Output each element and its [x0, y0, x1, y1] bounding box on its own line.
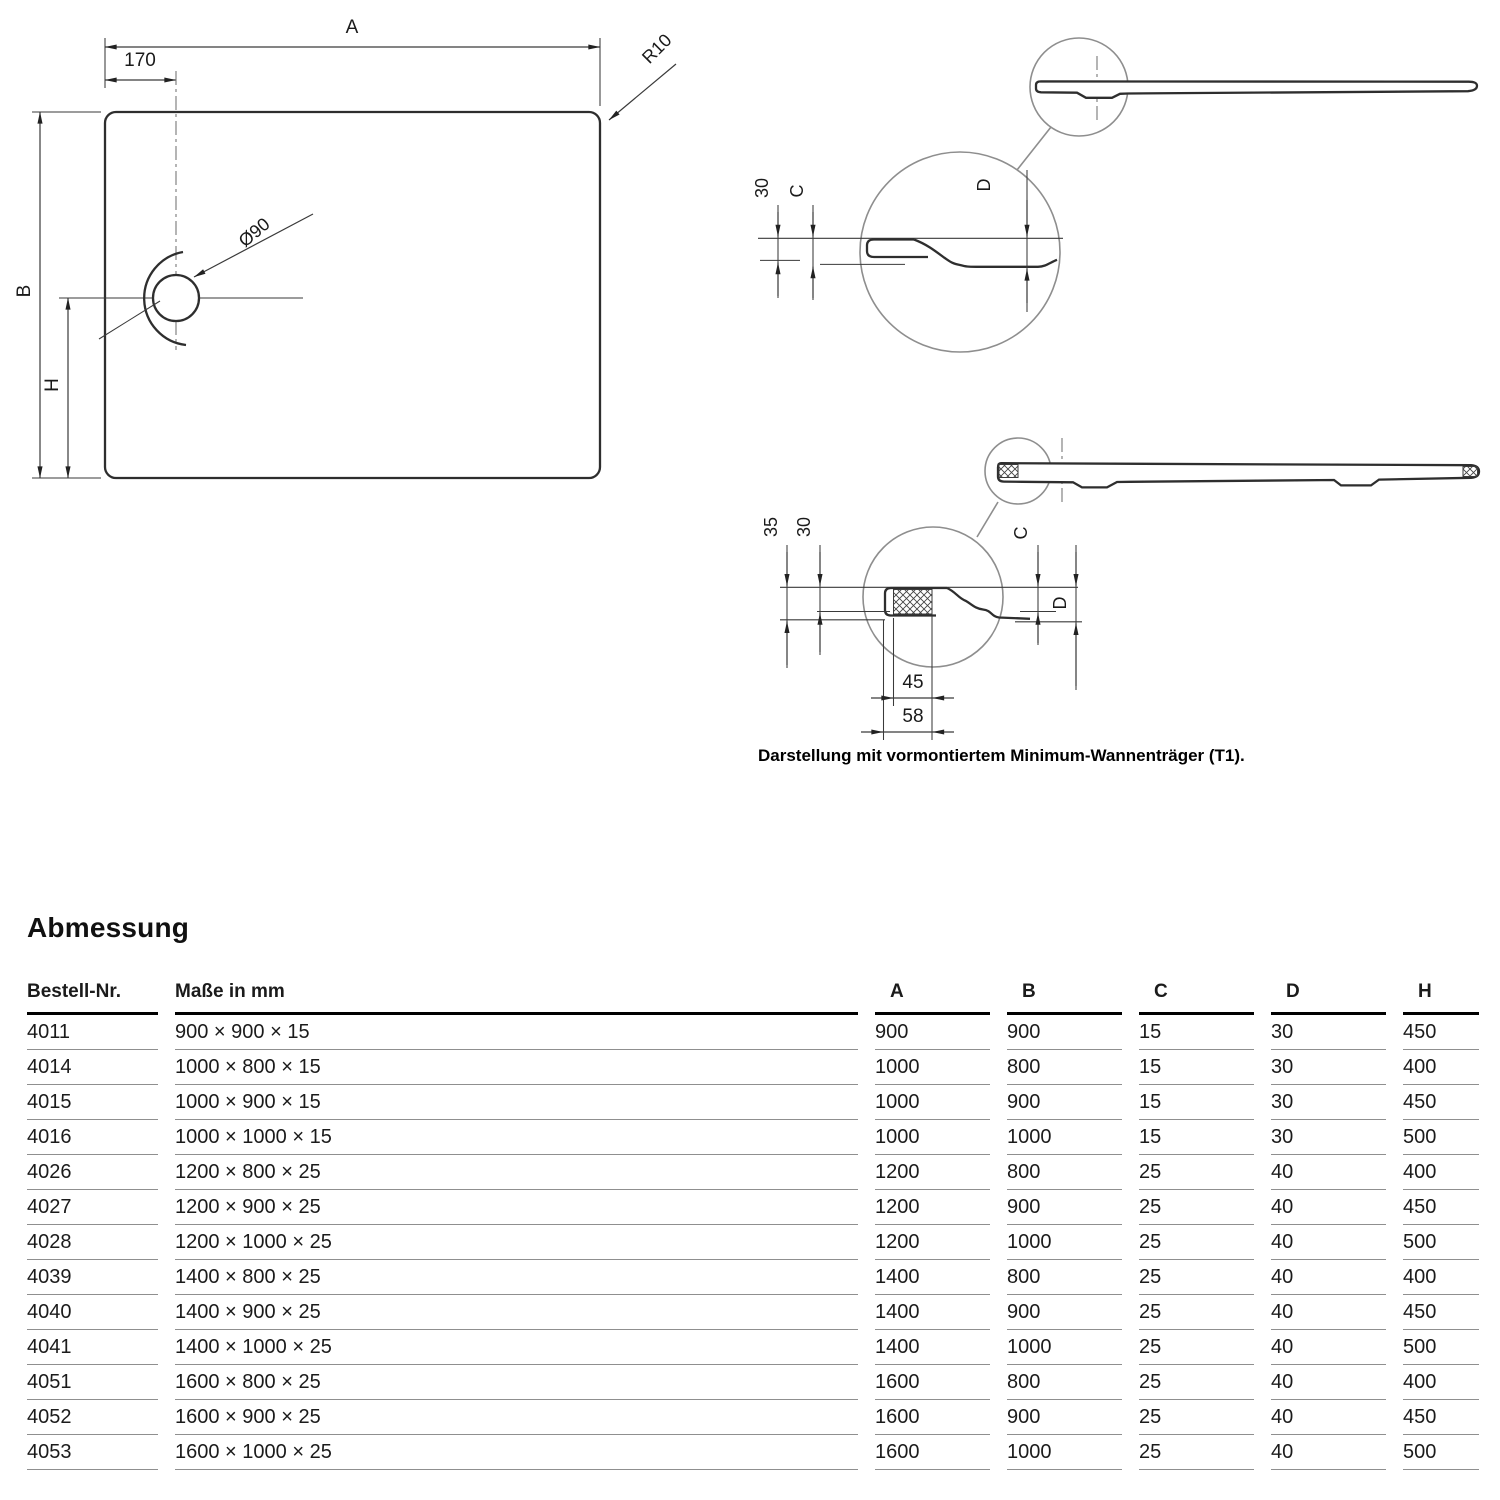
detail-leader-1	[1017, 127, 1051, 170]
b-value-cell: 1000	[1007, 1330, 1122, 1365]
dim-label-170: 170	[124, 50, 156, 71]
r10-leader	[609, 64, 676, 120]
size-cell: 1200 × 800 × 25	[175, 1155, 858, 1190]
size-cell: 1200 × 900 × 25	[175, 1190, 858, 1225]
a-value-cell: 1000	[875, 1050, 990, 1085]
size-cell: 900 × 900 × 15	[175, 1015, 858, 1050]
dim-label-30-s1: 30	[752, 177, 772, 199]
column-header-h: H	[1403, 980, 1479, 1015]
d-value-cell: 30	[1271, 1085, 1386, 1120]
b-value-cell: 900	[1007, 1295, 1122, 1330]
dim-label-d-s1: D	[974, 178, 994, 192]
b-value-cell: 1000	[1007, 1225, 1122, 1260]
column-header-size: Maße in mm	[175, 980, 858, 1015]
a-value-cell: 1600	[875, 1435, 990, 1470]
dim-label-d-s2: D	[1050, 596, 1070, 610]
a-value-cell: 1400	[875, 1330, 990, 1365]
a-value-cell: 1600	[875, 1365, 990, 1400]
dimension-table	[27, 912, 1479, 1470]
a-value-cell: 1200	[875, 1190, 990, 1225]
h-value-cell: 450	[1403, 1295, 1479, 1330]
table-row	[27, 1330, 1479, 1365]
size-cell: 1400 × 800 × 25	[175, 1260, 858, 1295]
order-number-cell: 4039	[27, 1260, 158, 1295]
a-value-cell: 1000	[875, 1085, 990, 1120]
dim-label-35-s2: 35	[761, 516, 781, 538]
h-value-cell: 500	[1403, 1225, 1479, 1260]
dim-label-30-s2: 30	[794, 516, 814, 538]
c-value-cell: 25	[1139, 1365, 1254, 1400]
table-row	[27, 1260, 1479, 1295]
c-value-cell: 15	[1139, 1050, 1254, 1085]
order-number-cell: 4016	[27, 1120, 158, 1155]
section-drawing-2	[761, 438, 1479, 740]
a-value-cell: 1600	[875, 1400, 990, 1435]
b-value-cell: 800	[1007, 1050, 1122, 1085]
dim-label-h: H	[42, 378, 63, 392]
table-row	[27, 1085, 1479, 1120]
size-cell: 1400 × 1000 × 25	[175, 1330, 858, 1365]
column-header-order-number: Bestell-Nr.	[27, 980, 158, 1015]
dim-label-diameter: Ø90	[234, 213, 274, 252]
h-value-cell: 400	[1403, 1365, 1479, 1400]
h-value-cell: 450	[1403, 1400, 1479, 1435]
size-cell: 1400 × 900 × 25	[175, 1295, 858, 1330]
dim-label-b: B	[14, 284, 35, 298]
table-row	[27, 1225, 1479, 1260]
column-header-d: D	[1271, 980, 1386, 1015]
h-value-cell: 450	[1403, 1015, 1479, 1050]
h-value-cell: 400	[1403, 1155, 1479, 1190]
d-value-cell: 40	[1271, 1155, 1386, 1190]
table-row	[27, 1295, 1479, 1330]
d-value-cell: 40	[1271, 1330, 1386, 1365]
column-header-b: B	[1007, 980, 1122, 1015]
top-view-drawing	[14, 17, 676, 478]
b-value-cell: 900	[1007, 1400, 1122, 1435]
support-block-detail	[894, 590, 933, 615]
size-cell: 1000 × 800 × 15	[175, 1050, 858, 1085]
a-value-cell: 1400	[875, 1260, 990, 1295]
h-value-cell: 500	[1403, 1330, 1479, 1365]
d-value-cell: 40	[1271, 1225, 1386, 1260]
c-value-cell: 25	[1139, 1225, 1254, 1260]
table-row	[27, 1190, 1479, 1225]
c-value-cell: 25	[1139, 1295, 1254, 1330]
h-value-cell: 400	[1403, 1260, 1479, 1295]
c-value-cell: 25	[1139, 1330, 1254, 1365]
slope-profile-2	[947, 588, 1030, 619]
support-block-small-left	[999, 465, 1018, 478]
table-title: Abmessung	[27, 912, 190, 943]
detail-leader-2	[977, 502, 998, 537]
column-header-c: C	[1139, 980, 1254, 1015]
dim-label-r10: R10	[638, 30, 676, 68]
b-value-cell: 800	[1007, 1365, 1122, 1400]
a-value-cell: 1400	[875, 1295, 990, 1330]
table-body	[27, 1015, 1479, 1470]
h-value-cell: 450	[1403, 1085, 1479, 1120]
size-cell: 1600 × 1000 × 25	[175, 1435, 858, 1470]
d-value-cell: 30	[1271, 1050, 1386, 1085]
c-value-cell: 25	[1139, 1190, 1254, 1225]
d-value-cell: 30	[1271, 1120, 1386, 1155]
size-cell: 1000 × 900 × 15	[175, 1085, 858, 1120]
table-row	[27, 1400, 1479, 1435]
b-value-cell: 1000	[1007, 1120, 1122, 1155]
b-value-cell: 900	[1007, 1190, 1122, 1225]
d-value-cell: 40	[1271, 1190, 1386, 1225]
a-value-cell: 1200	[875, 1225, 990, 1260]
c-value-cell: 15	[1139, 1120, 1254, 1155]
dim-label-c-s2: C	[1011, 526, 1031, 540]
order-number-cell: 4041	[27, 1330, 158, 1365]
section-drawing-1	[752, 38, 1477, 352]
column-header-a: A	[875, 980, 990, 1015]
d-value-cell: 40	[1271, 1260, 1386, 1295]
size-cell: 1200 × 1000 × 25	[175, 1225, 858, 1260]
b-value-cell: 900	[1007, 1085, 1122, 1120]
table-header-row	[27, 980, 1479, 1015]
d-value-cell: 40	[1271, 1400, 1386, 1435]
table-row	[27, 1155, 1479, 1190]
order-number-cell: 4053	[27, 1435, 158, 1470]
order-number-cell: 4011	[27, 1015, 158, 1050]
h-value-cell: 400	[1403, 1050, 1479, 1085]
d-value-cell: 40	[1271, 1365, 1386, 1400]
b-value-cell: 800	[1007, 1155, 1122, 1190]
dim-label-a: A	[345, 17, 359, 38]
order-number-cell: 4028	[27, 1225, 158, 1260]
d-value-cell: 30	[1271, 1015, 1386, 1050]
h-value-cell: 500	[1403, 1120, 1479, 1155]
b-value-cell: 900	[1007, 1015, 1122, 1050]
order-number-cell: 4026	[27, 1155, 158, 1190]
table-row	[27, 1050, 1479, 1085]
tray-side-profile-2	[998, 463, 1479, 487]
b-value-cell: 800	[1007, 1260, 1122, 1295]
c-value-cell: 25	[1139, 1260, 1254, 1295]
c-value-cell: 25	[1139, 1155, 1254, 1190]
a-value-cell: 1200	[875, 1155, 990, 1190]
h-value-cell: 450	[1403, 1190, 1479, 1225]
table-row	[27, 1015, 1479, 1050]
dim-label-45: 45	[902, 672, 924, 693]
drain-circle	[153, 275, 199, 321]
detail-circle-large-1	[860, 152, 1060, 352]
order-number-cell: 4051	[27, 1365, 158, 1400]
a-value-cell: 900	[875, 1015, 990, 1050]
c-value-cell: 25	[1139, 1400, 1254, 1435]
c-value-cell: 15	[1139, 1015, 1254, 1050]
order-number-cell: 4015	[27, 1085, 158, 1120]
table-row	[27, 1120, 1479, 1155]
size-cell: 1000 × 1000 × 15	[175, 1120, 858, 1155]
order-number-cell: 4052	[27, 1400, 158, 1435]
order-number-cell: 4027	[27, 1190, 158, 1225]
d-value-cell: 40	[1271, 1295, 1386, 1330]
size-cell: 1600 × 800 × 25	[175, 1365, 858, 1400]
size-cell: 1600 × 900 × 25	[175, 1400, 858, 1435]
c-value-cell: 25	[1139, 1435, 1254, 1470]
dim-label-58: 58	[902, 706, 924, 727]
slope-profile-1	[914, 240, 1057, 267]
a-value-cell: 1000	[875, 1120, 990, 1155]
drawing-caption: Darstellung mit vormontiertem Minimum-Wannenträger (T1).	[758, 746, 1245, 765]
b-value-cell: 1000	[1007, 1435, 1122, 1470]
order-number-cell: 4040	[27, 1295, 158, 1330]
d-value-cell: 40	[1271, 1435, 1386, 1470]
support-block-small-right	[1463, 467, 1478, 477]
dim-label-c-s1: C	[787, 184, 807, 198]
order-number-cell: 4014	[27, 1050, 158, 1085]
c-value-cell: 15	[1139, 1085, 1254, 1120]
tray-side-profile-1	[1036, 81, 1477, 97]
table-row	[27, 1435, 1479, 1470]
h-value-cell: 500	[1403, 1435, 1479, 1470]
table-row	[27, 1365, 1479, 1400]
